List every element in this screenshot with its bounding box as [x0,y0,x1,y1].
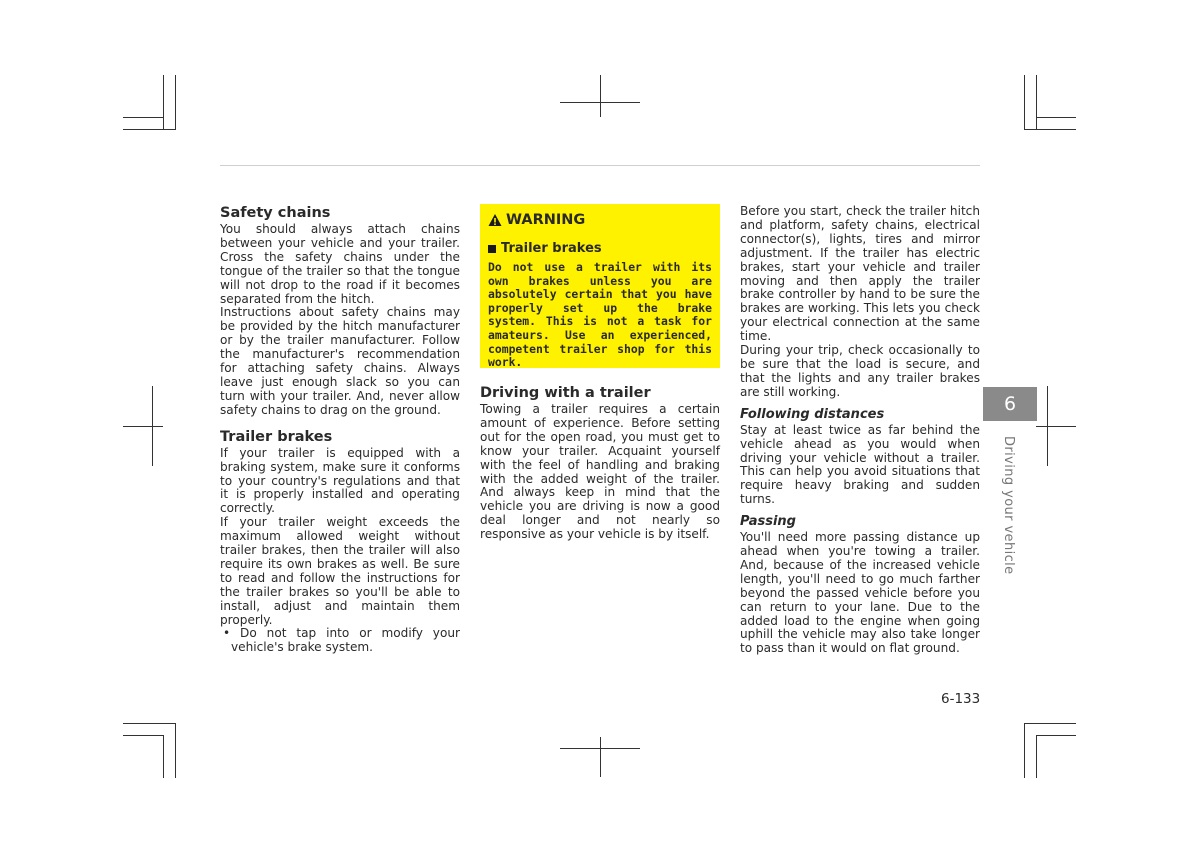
paragraph: During your trip, check occasionally to be sure that the load is secure, and that the lights and any trailer brakes are still working. [740,343,980,399]
list-item: • Do not tap into or modify your vehicle's brake system. [223,626,460,655]
chapter-tab: 6 [983,387,1037,421]
crop-mark [123,117,163,118]
registration-mark [123,426,163,427]
heading-safety-chains: Safety chains [220,205,331,221]
paragraph: Before you start, check the trailer hitch and platform, safety chains, electrical connector(s), lights, tires and mirror adjustment. If the trailer has electric brakes, start your vehicle and trailer moving and then apply the trailer brake controller by hand to be sure the brakes are working. This lets you check your electrical connection at the same time. [740,204,980,344]
warning-subtitle-text: Trailer brakes [501,241,602,256]
warning-box [480,204,720,368]
crop-mark [123,735,163,736]
paragraph: If your trailer weight exceeds the maximum allowed weight without trailer brakes, then the trailer will also require its own brakes as well. Be sure to read and follow the instructions for the trailer brakes so you'll be able to install, adjust and maintain them properly. [220,515,460,627]
page-number: 6-133 [941,691,981,707]
registration-mark [560,748,640,749]
heading-following-distances: Following distances [740,406,885,422]
warning-subtitle [488,240,712,258]
registration-mark [560,102,640,103]
chapter-title: Driving your vehicle [1001,436,1016,575]
paragraph: Instructions about safety chains may be provided by the hitch manufacturer or by the trailer manufacturer. Follow the manufacturer's recommendation for attaching safety chains. Always leave just enough slack so you can turn with your trailer. And, never allow safety chains to drag on the ground. [220,305,460,417]
paragraph: You should always attach chains between your vehicle and your trailer. Cross the safety chains under the tongue of the trailer so that the tongue will not drop to the road if it becomes separated from the hitch. [220,222,460,306]
paragraph: Stay at least twice as far behind the vehicle ahead as you would when driving your vehicle without a trailer. This can help you avoid situations that require heavy braking and sudden turns. [740,422,980,507]
crop-mark [1024,75,1025,130]
crop-mark [163,735,164,778]
crop-mark [163,75,164,130]
column-left [220,204,460,655]
paragraph: If your trailer is equipped with a braking system, make sure it conforms to your country's regulations and that it is properly installed and operating correctly. [220,445,460,516]
registration-mark [600,75,601,117]
crop-mark [1036,735,1037,778]
crop-mark [175,723,176,778]
paragraph: Towing a trailer requires a certain amount of experience. Before setting out for the open road, you must get to know your trailer. Acquaint yourself with the feel of handling and braking with the added weight of the trailer. And always keep in mind that the vehicle you are driving is now a good deal longer and not nearly so responsive as your vehicle is by itself. [480,402,720,542]
crop-mark [1036,117,1076,118]
crop-mark [1036,735,1076,736]
crop-mark [123,723,175,724]
header-rule [220,165,980,166]
paragraph: You'll need more passing distance up ahead when you're towing a trailer. And, because of the increased vehicle length, you'll need to go much farther beyond the passed vehicle before you can return to your lane. Due to the added load to the engine when going uphill the vehicle may also take longer to pass than it would on flat ground. [740,530,980,656]
crop-mark [1024,723,1025,778]
column-right [740,205,980,656]
heading-passing: Passing [740,514,796,530]
square-bullet-icon [488,245,496,253]
registration-mark [600,737,601,777]
heading-trailer-brakes: Trailer brakes [220,428,333,445]
registration-mark [1036,426,1076,427]
crop-mark [1036,75,1037,130]
crop-mark [1024,723,1076,724]
warning-body: Do not use a trailer with its own brakes unless you are absolutely certain that you have properly set up the brake system. This is not a task for amateurs. Use an experienced, competent trailer shop for this work. [488,260,712,370]
column-middle [480,204,720,542]
crop-mark [123,129,175,130]
warning-triangle-icon [488,213,502,227]
crop-mark [1024,129,1076,130]
crop-mark [175,75,176,130]
warning-title-text: WARNING [506,212,586,228]
warning-title [488,210,712,230]
heading-driving-with-trailer: Driving with a trailer [480,385,651,401]
